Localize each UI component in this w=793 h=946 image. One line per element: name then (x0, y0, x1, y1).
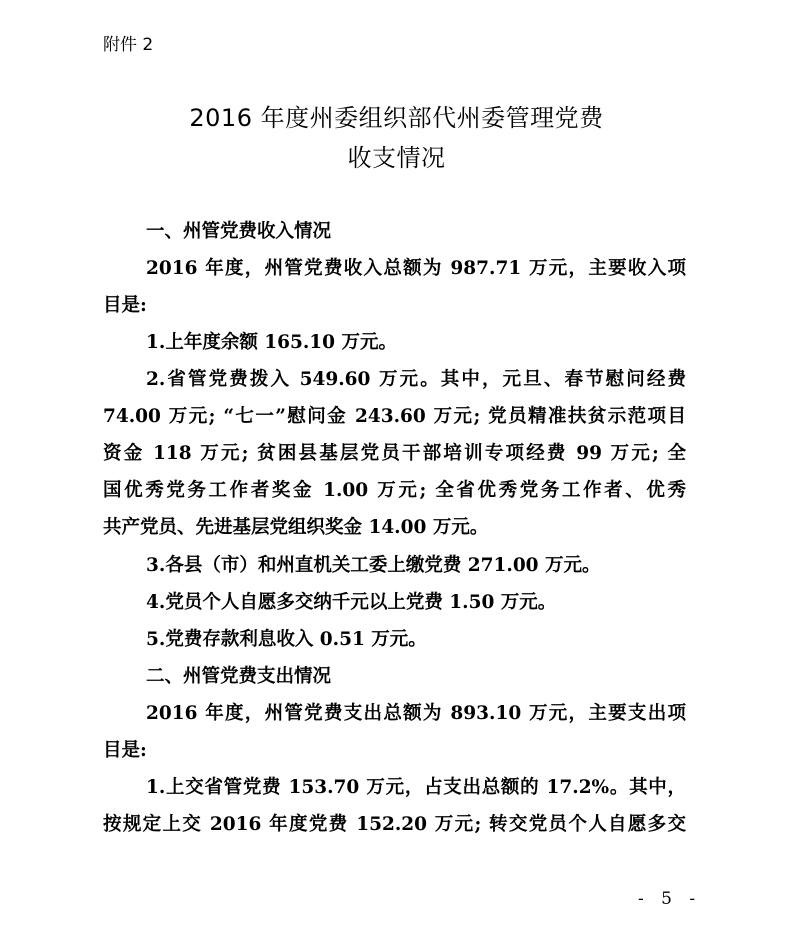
income-item-2-line-5: 共产党员、先进基层党组织奖金 14.00 万元。 (103, 517, 489, 538)
income-item-3: 3.各县（市）和州直机关工委上缴党费 271.00 万元。 (146, 555, 601, 576)
page-title-line-2: 收支情况 (347, 144, 446, 172)
income-item-5: 5.党费存款利息收入 0.51 万元。 (146, 629, 427, 650)
income-item-2-line-1: 2.省管党费拨入 549.60 万元。其中，元旦、春节慰问经费 (146, 369, 686, 390)
page-number: - 5 - (638, 889, 702, 909)
attachment-label: 附件 2 (103, 35, 154, 55)
section2-heading: 二、州管党费支出情况 (146, 666, 332, 687)
income-item-2-line-3: 资金 118 万元; 贫困县基层党员干部培训专项经费 99 万元; 全 (103, 443, 686, 464)
income-item-2-line-4: 国优秀党务工作者奖金 1.00 万元; 全省优秀党务工作者、优秀 (103, 480, 686, 501)
income-item-2-line-2: 74.00 万元; “七一”慰问金 243.60 万元; 党员精准扶贫示范项目 (103, 406, 686, 427)
income-item-1: 1.上年度余额 165.10 万元。 (146, 332, 397, 353)
section1-intro-line-2: 目是: (103, 295, 147, 316)
expense-item-1-line-1: 1.上交省管党费 153.70 万元，占支出总额的 17.2%。其中， (146, 777, 686, 798)
expense-item-1-line-2: 按规定上交 2016 年度党费 152.20 万元; 转交党员个人自愿多交 (103, 814, 686, 835)
section2-intro-line-2: 目是: (103, 740, 147, 761)
section1-intro-line-1: 2016 年度，州管党费收入总额为 987.71 万元，主要收入项 (146, 258, 686, 279)
section2-intro-line-1: 2016 年度，州管党费支出总额为 893.10 万元，主要支出项 (146, 703, 686, 724)
section1-heading: 一、州管党费收入情况 (146, 221, 332, 242)
income-item-4: 4.党员个人自愿多交纳千元以上党费 1.50 万元。 (146, 592, 557, 613)
page-title-line-1: 2016 年度州委组织部代州委管理党费 (189, 104, 604, 132)
